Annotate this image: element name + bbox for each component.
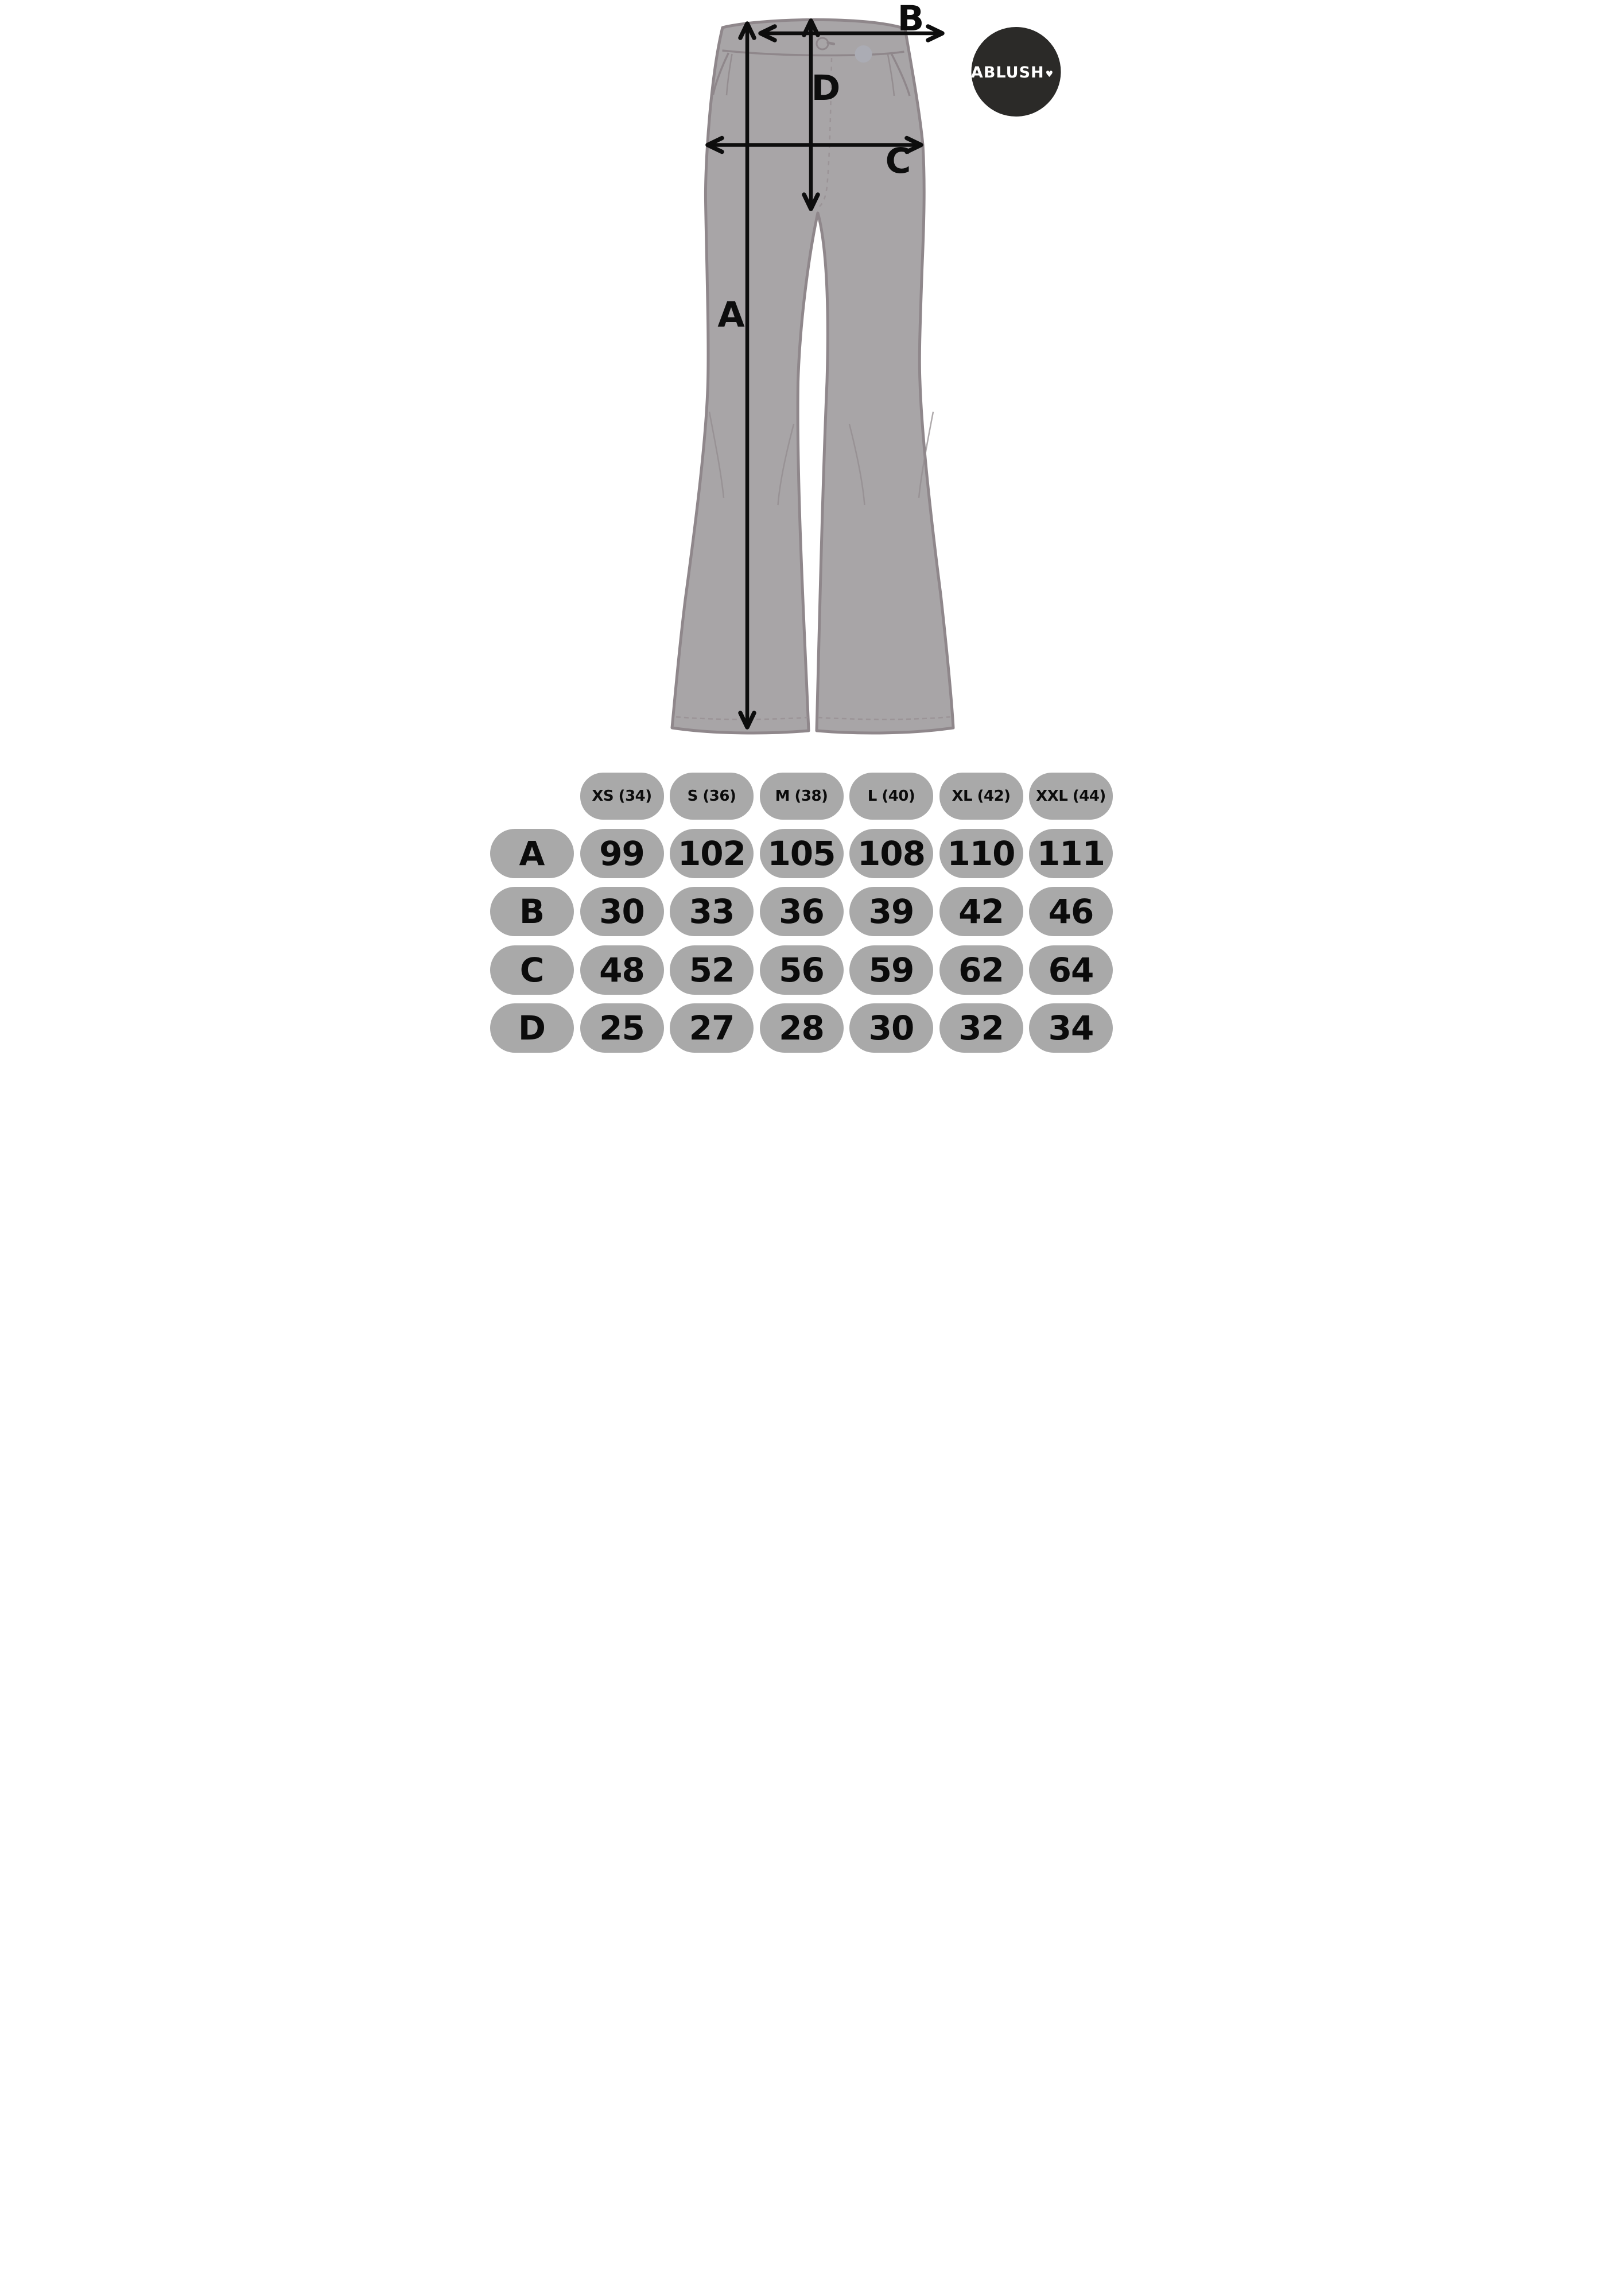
brand-logo <box>971 27 1061 117</box>
size-header-cell: XS (34) <box>580 773 664 820</box>
size-header-cell: XL (42) <box>939 773 1023 820</box>
page <box>406 0 1217 1148</box>
size-value-cell: 99 <box>580 829 664 878</box>
size-table <box>490 773 1113 1053</box>
size-header-cell: XXL (44) <box>1029 773 1113 820</box>
size-value-cell: 39 <box>849 887 933 936</box>
size-value-cell: 36 <box>760 887 844 936</box>
logo-heart-icon: ♥ <box>1045 69 1054 79</box>
size-header-cell: M (38) <box>760 773 844 820</box>
size-value-cell: 28 <box>760 1003 844 1053</box>
size-value-cell: 62 <box>939 945 1023 995</box>
size-value-cell: 48 <box>580 945 664 995</box>
size-header-cell: L (40) <box>849 773 933 820</box>
logo-text: ABLUSH♥ <box>970 64 1054 82</box>
size-value-cell: 64 <box>1029 945 1113 995</box>
size-value-cell: 108 <box>849 829 933 878</box>
measure-label-c: C <box>885 141 911 181</box>
size-value-cell: 105 <box>760 829 844 878</box>
row-label-cell: D <box>490 1003 574 1053</box>
size-value-cell: 32 <box>939 1003 1023 1053</box>
size-value-cell: 110 <box>939 829 1023 878</box>
size-value-cell: 102 <box>670 829 754 878</box>
pants-measurement-diagram <box>406 0 1217 763</box>
measure-label-d: D <box>811 68 841 108</box>
row-label-cell: A <box>490 829 574 878</box>
size-value-cell: 25 <box>580 1003 664 1053</box>
size-value-cell: 56 <box>760 945 844 995</box>
size-value-cell: 30 <box>580 887 664 936</box>
size-header-cell: S (36) <box>670 773 754 820</box>
size-value-cell: 33 <box>670 887 754 936</box>
measure-label-b: B <box>897 0 925 39</box>
size-value-cell: 30 <box>849 1003 933 1053</box>
size-value-cell: 34 <box>1029 1003 1113 1053</box>
waistband-highlight <box>855 45 872 63</box>
row-label-cell: C <box>490 945 574 995</box>
size-value-cell: 46 <box>1029 887 1113 936</box>
size-value-cell: 27 <box>670 1003 754 1053</box>
size-value-cell: 59 <box>849 945 933 995</box>
size-value-cell: 42 <box>939 887 1023 936</box>
size-value-cell: 52 <box>670 945 754 995</box>
size-value-cell: 111 <box>1029 829 1113 878</box>
row-label-cell: B <box>490 887 574 936</box>
measure-label-a: A <box>717 294 745 335</box>
